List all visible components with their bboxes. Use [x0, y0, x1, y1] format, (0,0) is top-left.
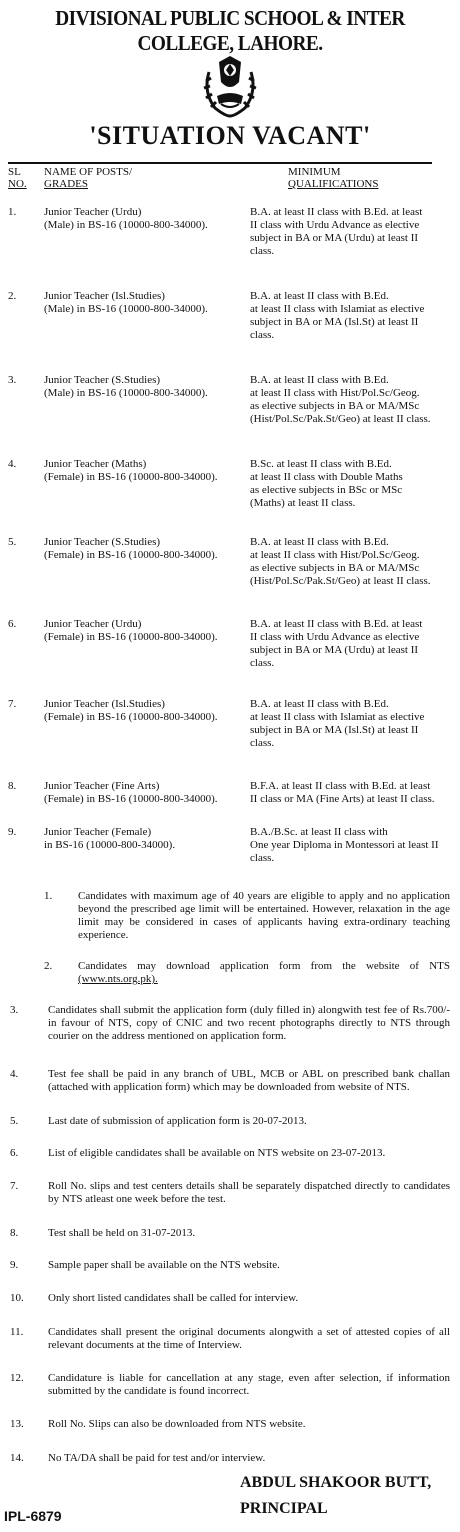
post-sl: 2. [8, 290, 17, 302]
instruction-number: 3. [10, 1004, 19, 1016]
reference-number: IPL-6879 [4, 1508, 62, 1524]
instruction-number: 5. [10, 1115, 19, 1127]
post-name: Junior Teacher (Fine Arts) (Female) in BS-16 (10000-800-34000). [44, 780, 218, 805]
instruction-number: 6. [10, 1147, 19, 1159]
instruction-number: 13. [10, 1418, 24, 1430]
post-name: Junior Teacher (Urdu) (Male) in BS-16 (10000-800-34000). [44, 206, 208, 231]
instruction-text: Sample paper shall be available on the NTS website. [48, 1259, 280, 1271]
principal-title: PRINCIPAL [240, 1500, 328, 1517]
post-name: Junior Teacher (Maths) (Female) in BS-16 (10000-800-34000). [44, 458, 218, 483]
instruction-text: Roll No. slips and test centers details shall be separately dispatched directly to candidates by NTS atleast one week before the test. [48, 1180, 450, 1205]
post-qualification: B.F.A. at least II class with B.Ed. at least II class or MA (Fine Arts) at least II class. [250, 780, 435, 805]
post-qualification: B.A. at least II class with B.Ed. at least II class with Urdu Advance as elective subject in BA or MA (Urdu) at least II class. [250, 618, 423, 669]
post-sl: 5. [8, 536, 17, 548]
post-qualification: B.A. at least II class with B.Ed. at least II class with Islamiat as elective subject in BA or MA (Isl.St) at least II class. [250, 290, 425, 341]
instruction-number: 9. [10, 1259, 19, 1271]
post-name: Junior Teacher (Female) in BS-16 (10000-800-34000). [44, 826, 176, 851]
instruction-text: Last date of submission of application form is 20-07-2013. [48, 1115, 307, 1127]
page-heading: 'SITUATION VACANT' [89, 121, 371, 150]
post-name: Junior Teacher (S.Studies) (Female) in BS-16 (10000-800-34000). [44, 536, 218, 561]
school-crest-icon [195, 52, 265, 122]
post-qualification: B.A./B.Sc. at least II class with One year Diploma in Montessori at least II class. [250, 826, 439, 864]
note-text: Candidates with maximum age of 40 years are eligible to apply and no application beyond the prescribed age limit will be entertained. However, relaxation in the age limit may be considered in cases of applicants having extra-ordinary teaching experience. [78, 890, 450, 941]
instruction-number: 10. [10, 1292, 24, 1304]
post-sl: 9. [8, 826, 17, 838]
instruction-text: Candidature is liable for cancellation at any stage, even after selection, if information submitted by the candidate is found incorrect. [48, 1372, 450, 1397]
school-name: DIVISIONAL PUBLIC SCHOOL & INTER COLLEGE, LAHORE. [55, 6, 405, 55]
col-sl-header: SL NO. [8, 166, 27, 190]
post-qualification: B.A. at least II class with B.Ed. at least II class with Islamiat as elective subject in BA or MA (Isl.St) at least II class. [250, 698, 425, 749]
col-posts-header: NAME OF POSTS/ GRADES [44, 166, 133, 190]
instruction-number: 11. [10, 1326, 24, 1338]
note-number: 1. [44, 890, 53, 902]
post-sl: 3. [8, 374, 17, 386]
post-sl: 6. [8, 618, 17, 630]
post-sl: 1. [8, 206, 17, 218]
instruction-text: Test shall be held on 31-07-2013. [48, 1227, 196, 1239]
instruction-number: 7. [10, 1180, 19, 1192]
post-name: Junior Teacher (Isl.Studies) (Female) in BS-16 (10000-800-34000). [44, 698, 218, 723]
instruction-text: Test fee shall be paid in any branch of UBL, MCB or ABL on prescribed bank challan (attached with application form) which may be downloaded from website of NTS. [48, 1068, 450, 1093]
col-qual-header: MINIMUM QUALIFICATIONS [288, 166, 379, 190]
post-qualification: B.A. at least II class with B.Ed. at least II class with Urdu Advance as elective subject in BA or MA (Urdu) at least II class. [250, 206, 423, 257]
post-name: Junior Teacher (Urdu) (Female) in BS-16 (10000-800-34000). [44, 618, 218, 643]
nts-website-link[interactable]: (www.nts.org.pk). [78, 973, 158, 985]
instruction-text: No TA/DA shall be paid for test and/or interview. [48, 1452, 266, 1464]
post-sl: 7. [8, 698, 17, 710]
note-number: 2. [44, 960, 53, 972]
instruction-text: Only short listed candidates shall be called for interview. [48, 1292, 299, 1304]
post-sl: 8. [8, 780, 17, 792]
instruction-text: Roll No. Slips can also be downloaded from NTS website. [48, 1418, 306, 1430]
header-top-rule [8, 162, 432, 164]
instruction-number: 4. [10, 1068, 19, 1080]
post-sl: 4. [8, 458, 17, 470]
instruction-text: List of eligible candidates shall be available on NTS website on 23-07-2013. [48, 1147, 386, 1159]
post-qualification: B.A. at least II class with B.Ed. at least II class with Hist/Pol.Sc/Geog. as elective subjects in BA or MA/MSc (Hist/Pol.Sc/Pak.St/Geo) at least II class. [250, 536, 431, 587]
post-name: Junior Teacher (Isl.Studies) (Male) in BS-16 (10000-800-34000). [44, 290, 208, 315]
instruction-text: Candidates shall submit the application form (duly filled in) alongwith test fee of Rs.700/- in favour of NTS, copy of CNIC and two recent photographs directly to NTS through courier on the address mentioned on application form. [48, 1004, 450, 1042]
instruction-number: 8. [10, 1227, 19, 1239]
instruction-number: 14. [10, 1452, 24, 1464]
post-name: Junior Teacher (S.Studies) (Male) in BS-16 (10000-800-34000). [44, 374, 208, 399]
principal-name: ABDUL SHAKOOR BUTT, [240, 1474, 432, 1491]
post-qualification: B.Sc. at least II class with B.Ed. at least II class with Double Maths as elective subjects in BSc or MSc (Maths) at least II class. [250, 458, 403, 509]
instruction-number: 12. [10, 1372, 24, 1384]
instruction-text: Candidates shall present the original documents alongwith a set of attested copies of all relevant documents at the time of Interview. [48, 1326, 450, 1351]
post-qualification: B.A. at least II class with B.Ed. at least II class with Hist/Pol.Sc/Geog. as elective subjects in BA or MA/MSc (Hist/Pol.Sc/Pak.St/Geo) at least II class. [250, 374, 431, 425]
note-text: Candidates may download application form from the website of NTS [78, 960, 450, 972]
